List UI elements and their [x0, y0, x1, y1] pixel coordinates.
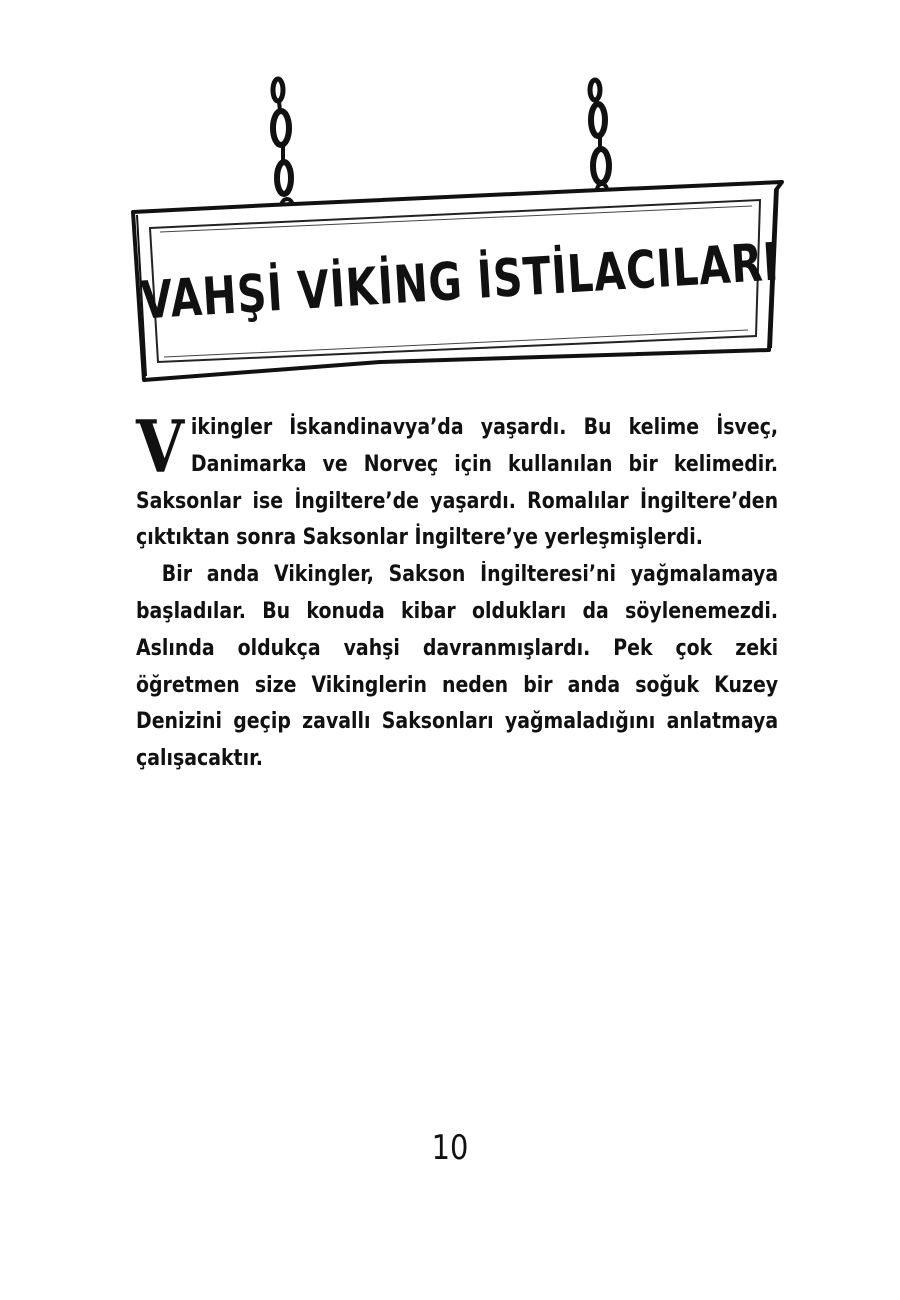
hanging-sign-illustration	[0, 0, 900, 420]
paragraph-1	[136, 404, 779, 557]
drop-cap: V	[136, 404, 185, 489]
paragraph-2: Bir anda Vikingler, Sakson İngilteresi’ni yağmalamaya başladılar. Bu konuda kibar oldukları da söylenemezdi. Aslında oldukça vahşi davranmışlardı. Pek çok zeki öğretmen size Vikinglerin neden bir anda soğuk Kuzey Denizini geçip zavallı Saksonları yağmaladığını anlatmaya çalışacaktır.	[136, 562, 779, 772]
right-chain-icon	[590, 80, 609, 196]
left-chain-icon	[273, 79, 293, 215]
article-body	[136, 404, 779, 778]
paragraph-1-text: ikingler İskandinavya’da yaşardı. Bu kelime İsveç, Danimarka ve Norveç için kullanılan bir kelimedir. Saksonlar ise İngiltere’de yaşardı. Romalılar İngiltere’den çıktıktan sonra Saksonlar İngiltere’ye yerleşmişlerdi.	[136, 415, 779, 551]
chapter-title: VAHŞİ VİKİNG İSTİLACILARI	[139, 232, 781, 332]
page-number: 10	[431, 1128, 469, 1168]
